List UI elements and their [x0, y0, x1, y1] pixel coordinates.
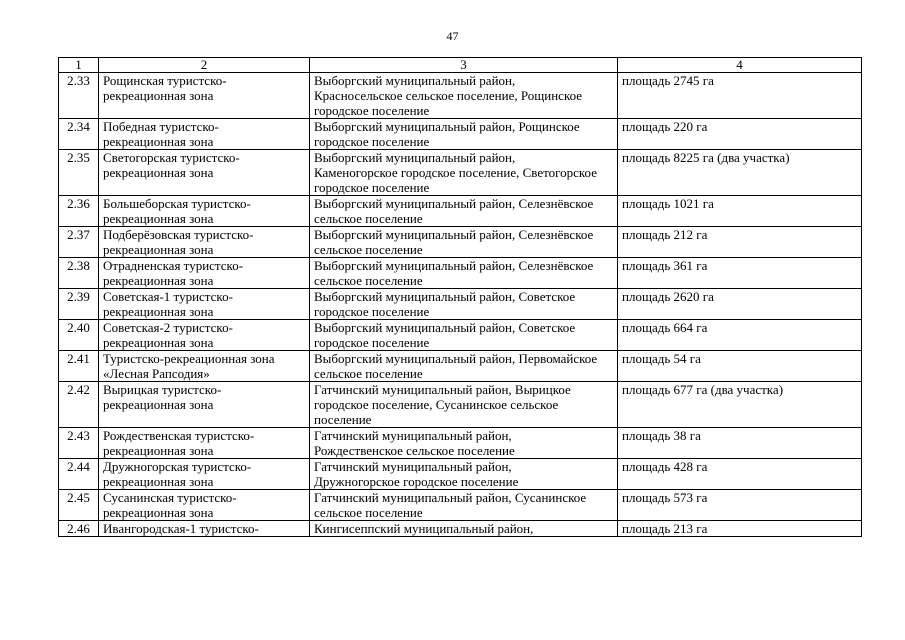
row-number-cell: 2.37 [59, 227, 99, 258]
area-cell [618, 428, 862, 459]
area-cell-line: площадь 2620 га [622, 289, 714, 304]
location-cell-line: городское поселение [314, 134, 430, 149]
zone-name-cell-line: Светогорская туристско- [103, 150, 240, 165]
column-header: 2 [99, 58, 310, 73]
area-cell [618, 289, 862, 320]
location-cell-line: городское поселение [314, 103, 430, 118]
zone-name-cell-line: Советская-2 туристско- [103, 320, 233, 335]
area-cell [618, 196, 862, 227]
location-cell-line: Выборгский муниципальный район, Селезнёвское [314, 258, 594, 273]
row-number-cell: 2.46 [59, 521, 99, 537]
area-cell [618, 351, 862, 382]
area-cell-line: площадь 1021 га [622, 196, 714, 211]
table-row [59, 73, 862, 119]
zone-name-cell-line: рекреационная зона [103, 242, 214, 257]
location-cell-line: городское поселение, Сусанинское сельское [314, 397, 559, 412]
table-row [59, 196, 862, 227]
location-cell-line: сельское поселение [314, 273, 423, 288]
area-cell-line: площадь 213 га [622, 521, 708, 536]
zone-name-cell-line: Советская-1 туристско- [103, 289, 233, 304]
location-cell [310, 490, 618, 521]
zone-name-cell-line: Подберёзовская туристско- [103, 227, 254, 242]
row-number-cell: 2.44 [59, 459, 99, 490]
zone-name-cell [99, 258, 310, 289]
zone-name-cell-line: рекреационная зона [103, 505, 214, 520]
table-row [59, 382, 862, 428]
location-cell [310, 73, 618, 119]
row-number-cell: 2.42 [59, 382, 99, 428]
table-row [59, 150, 862, 196]
location-cell [310, 150, 618, 196]
table-row [59, 490, 862, 521]
location-cell-line: Выборгский муниципальный район, Селезнёвское [314, 196, 594, 211]
zone-name-cell [99, 227, 310, 258]
area-cell [618, 227, 862, 258]
page-number: 47 [446, 29, 459, 43]
row-number-cell: 2.45 [59, 490, 99, 521]
location-cell-line: городское поселение [314, 335, 430, 350]
zone-name-cell [99, 382, 310, 428]
row-number-cell: 2.41 [59, 351, 99, 382]
location-cell [310, 382, 618, 428]
zone-name-cell [99, 150, 310, 196]
area-cell-line: площадь 212 га [622, 227, 708, 242]
location-cell [310, 227, 618, 258]
zone-name-cell-line: рекреационная зона [103, 88, 214, 103]
row-number-cell: 2.38 [59, 258, 99, 289]
location-cell-line: Выборгский муниципальный район, Селезнёвское [314, 227, 594, 242]
location-cell-line: городское поселение [314, 304, 430, 319]
location-cell-line: сельское поселение [314, 242, 423, 257]
area-cell-line: площадь 428 га [622, 459, 708, 474]
zone-name-cell-line: рекреационная зона [103, 474, 214, 489]
row-number-cell: 2.43 [59, 428, 99, 459]
location-cell-line: Каменогорское городское поселение, Светогорское [314, 165, 597, 180]
zone-name-cell-line: рекреационная зона [103, 165, 214, 180]
location-cell-line: поселение [314, 412, 372, 427]
zone-name-cell-line: Отрадненская туристско- [103, 258, 244, 273]
area-cell-line: площадь 361 га [622, 258, 708, 273]
zone-name-cell-line: рекреационная зона [103, 335, 214, 350]
zone-name-cell [99, 73, 310, 119]
area-cell-line: площадь 38 га [622, 428, 701, 443]
location-cell-line: Выборгский муниципальный район, Рощинское [314, 119, 580, 134]
column-header: 3 [310, 58, 618, 73]
location-cell-line: Выборгский муниципальный район, Советское [314, 320, 576, 335]
location-cell-line: Красносельское сельское поселение, Рощинское [314, 88, 583, 103]
zone-name-cell-line: рекреационная зона [103, 304, 214, 319]
area-cell-line: площадь 664 га [622, 320, 708, 335]
row-number-cell: 2.33 [59, 73, 99, 119]
location-cell [310, 459, 618, 490]
table-row [59, 521, 862, 537]
zone-name-cell-line: Туристско-рекреационная зона [103, 351, 275, 366]
zone-name-cell-line: Вырицкая туристско- [103, 382, 222, 397]
area-cell-line: площадь 573 га [622, 490, 708, 505]
zone-name-cell [99, 521, 310, 537]
area-cell [618, 490, 862, 521]
column-header: 4 [618, 58, 862, 73]
location-cell-line: Гатчинский муниципальный район, Сусанинское [314, 490, 587, 505]
location-cell-line: городское поселение [314, 180, 430, 195]
location-cell-line: Выборгский муниципальный район, Советское [314, 289, 576, 304]
area-cell [618, 119, 862, 150]
zone-name-cell [99, 490, 310, 521]
area-cell [618, 150, 862, 196]
zone-name-cell-line: рекреационная зона [103, 397, 214, 412]
zone-name-cell [99, 459, 310, 490]
location-cell-line: сельское поселение [314, 505, 423, 520]
location-cell-line: Гатчинский муниципальный район, [314, 428, 512, 443]
row-number-cell: 2.40 [59, 320, 99, 351]
area-cell [618, 521, 862, 537]
location-cell [310, 289, 618, 320]
zone-name-cell-line: Ивангородская-1 туристско- [103, 521, 259, 536]
zone-name-cell [99, 320, 310, 351]
area-cell-line: площадь 2745 га [622, 73, 714, 88]
area-cell-line: площадь 677 га (два участка) [622, 382, 784, 397]
location-cell [310, 320, 618, 351]
location-cell-line: Выборгский муниципальный район, [314, 73, 516, 88]
location-cell-line: Гатчинский муниципальный район, Вырицкое [314, 382, 571, 397]
location-cell-line: Выборгский муниципальный район, Первомайское [314, 351, 598, 366]
location-cell-line: Гатчинский муниципальный район, [314, 459, 512, 474]
area-cell-line: площадь 220 га [622, 119, 708, 134]
area-cell [618, 459, 862, 490]
table-row [59, 289, 862, 320]
table-row [59, 351, 862, 382]
area-cell [618, 258, 862, 289]
location-cell-line: Выборгский муниципальный район, [314, 150, 516, 165]
area-cell [618, 73, 862, 119]
zone-name-cell-line: рекреационная зона [103, 443, 214, 458]
zone-name-cell [99, 428, 310, 459]
location-cell [310, 119, 618, 150]
row-number-cell: 2.35 [59, 150, 99, 196]
zone-name-cell-line: рекреационная зона [103, 273, 214, 288]
area-cell [618, 320, 862, 351]
location-cell [310, 196, 618, 227]
table-row [59, 428, 862, 459]
zone-name-cell-line: Сусанинская туристско- [103, 490, 237, 505]
row-number-cell: 2.39 [59, 289, 99, 320]
zone-name-cell-line: рекреационная зона [103, 211, 214, 226]
zone-name-cell [99, 351, 310, 382]
column-header: 1 [59, 58, 99, 73]
location-cell-line: сельское поселение [314, 366, 423, 381]
location-cell [310, 521, 618, 537]
row-number-cell: 2.34 [59, 119, 99, 150]
location-cell [310, 351, 618, 382]
table-row [59, 459, 862, 490]
area-cell-line: площадь 54 га [622, 351, 701, 366]
zone-name-cell-line: Победная туристско- [103, 119, 219, 134]
zone-name-cell [99, 196, 310, 227]
area-cell [618, 382, 862, 428]
location-cell-line: Кингисеппский муниципальный район, [314, 521, 534, 536]
table-row [59, 258, 862, 289]
location-cell-line: Рождественское сельское поселение [314, 443, 515, 458]
area-cell-line: площадь 8225 га (два участка) [622, 150, 790, 165]
location-cell-line: Дружногорское городское поселение [314, 474, 519, 489]
table-row [59, 227, 862, 258]
zone-name-cell-line: Большеборская туристско- [103, 196, 251, 211]
row-number-cell: 2.36 [59, 196, 99, 227]
zone-name-cell-line: Рождественская туристско- [103, 428, 255, 443]
zone-name-cell-line: «Лесная Рапсодия» [103, 366, 210, 381]
zone-name-cell-line: Рощинская туристско- [103, 73, 227, 88]
table-header-row [59, 58, 862, 73]
zone-name-cell-line: Дружногорская туристско- [103, 459, 252, 474]
zone-name-cell [99, 119, 310, 150]
table-row [59, 320, 862, 351]
location-cell [310, 428, 618, 459]
zones-table [58, 57, 862, 537]
zone-name-cell [99, 289, 310, 320]
location-cell-line: сельское поселение [314, 211, 423, 226]
table-row [59, 119, 862, 150]
location-cell [310, 258, 618, 289]
zone-name-cell-line: рекреационная зона [103, 134, 214, 149]
